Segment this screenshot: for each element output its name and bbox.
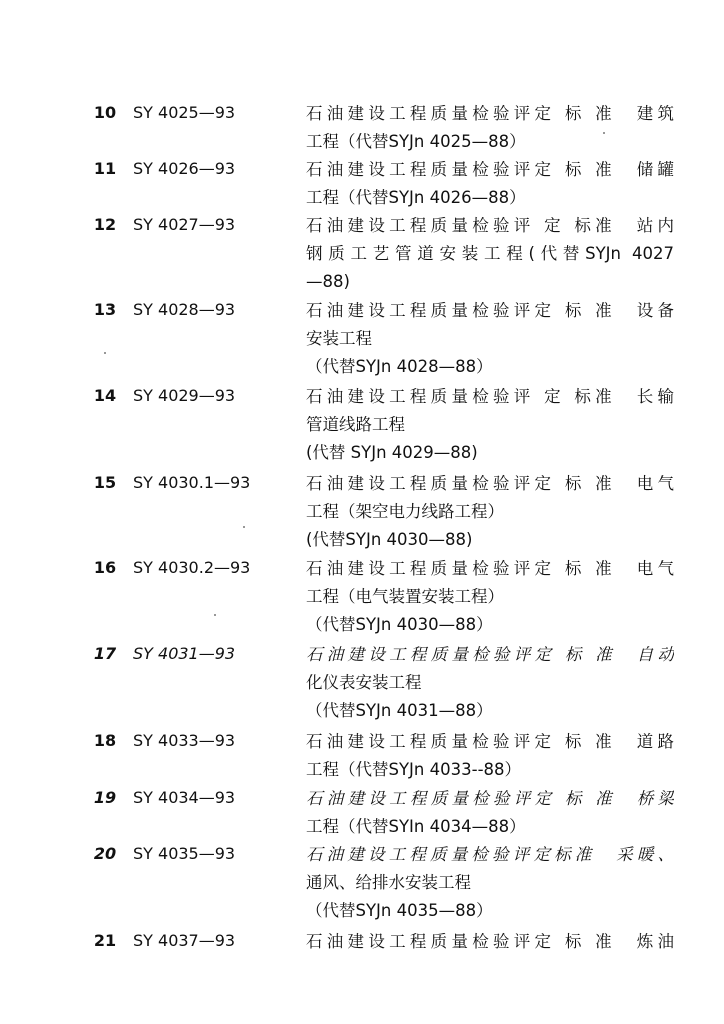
standard-code: SY 4035—93 xyxy=(133,844,236,863)
scan-speck xyxy=(214,614,216,616)
standard-code: SY 4030.2—93 xyxy=(133,558,251,577)
entry-number: 14 xyxy=(93,386,117,405)
title-line: 石油建设工程质量检验评定 标 准 自动 xyxy=(306,645,674,664)
entry-number: 12 xyxy=(93,215,117,234)
standard-code: SY 4037—93 xyxy=(133,931,236,950)
title-line: 石油建设工程质量检验评定 标 准 建筑 xyxy=(306,104,674,123)
title-line: 石油建设工程质量检验评定 标 准 道路 xyxy=(306,732,674,751)
entry-number: 16 xyxy=(93,558,117,577)
standard-title xyxy=(306,641,674,725)
scan-speck xyxy=(104,352,106,354)
scan-speck xyxy=(603,132,605,134)
title-line: 安装工程 xyxy=(306,329,372,348)
title-line: 石油建设工程质量检验评定 标 准 设备 xyxy=(306,301,674,320)
standard-code: SY 4031—93 xyxy=(133,644,236,663)
title-line: 工程（架空电力线路工程） xyxy=(306,502,504,521)
title-line: 石油建设工程质量检验评定 标 准 电气 xyxy=(306,474,674,493)
title-line: 石油建设工程质量检验评定标准 采暖、 xyxy=(306,845,674,864)
title-line: (代替SYJn 4030—88) xyxy=(306,530,473,549)
standard-title xyxy=(306,470,674,554)
entry-number: 17 xyxy=(93,644,117,663)
title-line: 通风、给排水安装工程 xyxy=(306,873,471,892)
standard-title xyxy=(306,100,674,156)
entry-number: 18 xyxy=(93,731,117,750)
standard-title xyxy=(306,785,674,841)
entry-number: 10 xyxy=(93,103,117,122)
standard-title xyxy=(306,297,674,381)
entry-number: 11 xyxy=(93,159,117,178)
title-line: 工程（代替SYJn 4025—88） xyxy=(306,132,526,151)
title-line: 工程（代替SYIn 4034—88） xyxy=(306,817,526,836)
title-line: 工程（电气装置安装工程） xyxy=(306,587,504,606)
title-line: 工程（代替SYJn 4026—88） xyxy=(306,188,526,207)
title-line: (代替 SYJn 4029—88) xyxy=(306,443,478,462)
title-line: 石油建设工程质量检验评定 标 准 电气 xyxy=(306,559,674,578)
standard-code: SY 4028—93 xyxy=(133,300,236,319)
standard-title xyxy=(306,841,674,925)
title-line: （代替SYJn 4030—88） xyxy=(306,615,493,634)
standard-title xyxy=(306,212,674,296)
standard-code: SY 4033—93 xyxy=(133,731,236,750)
title-line: 石油建设工程质量检验评定 标 准 桥梁 xyxy=(306,789,674,808)
title-line: 化仪表安装工程 xyxy=(306,673,422,692)
title-line: （代替SYJn 4031—88） xyxy=(306,701,493,720)
standard-code: SY 4029—93 xyxy=(133,386,236,405)
title-line: 管道线路工程 xyxy=(306,415,405,434)
title-line: （代替SYJn 4028—88） xyxy=(306,357,493,376)
standard-code: SY 4026—93 xyxy=(133,159,236,178)
entry-number: 21 xyxy=(93,931,117,950)
standard-code: SY 4034—93 xyxy=(133,788,236,807)
entry-number: 15 xyxy=(93,473,117,492)
standard-title xyxy=(306,156,674,212)
title-line: —88) xyxy=(306,272,350,291)
entry-number: 13 xyxy=(93,300,117,319)
entry-number: 20 xyxy=(93,844,117,863)
title-line: 石油建设工程质量检验评定 标 准 储罐 xyxy=(306,160,674,179)
title-line: 钢质工艺管道安装工程(代替SYJn 4027 xyxy=(306,244,674,263)
title-line: 石油建设工程质量检验评 定 标准 长输 xyxy=(306,387,674,406)
standard-code: SY 4030.1—93 xyxy=(133,473,251,492)
scan-speck xyxy=(243,526,245,528)
title-line: （代替SYJn 4035—88） xyxy=(306,901,493,920)
entry-number: 19 xyxy=(93,788,117,807)
title-line: 石油建设工程质量检验评 定 标准 站内 xyxy=(306,216,674,235)
standard-title xyxy=(306,728,674,784)
standard-code: SY 4027—93 xyxy=(133,215,236,234)
standard-title xyxy=(306,928,674,956)
standard-title xyxy=(306,383,674,467)
title-line: 工程（代替SYJn 4033--88） xyxy=(306,760,522,779)
standard-title xyxy=(306,555,674,639)
title-line: 石油建设工程质量检验评定 标 准 炼油 xyxy=(306,932,674,951)
standard-code: SY 4025—93 xyxy=(133,103,236,122)
